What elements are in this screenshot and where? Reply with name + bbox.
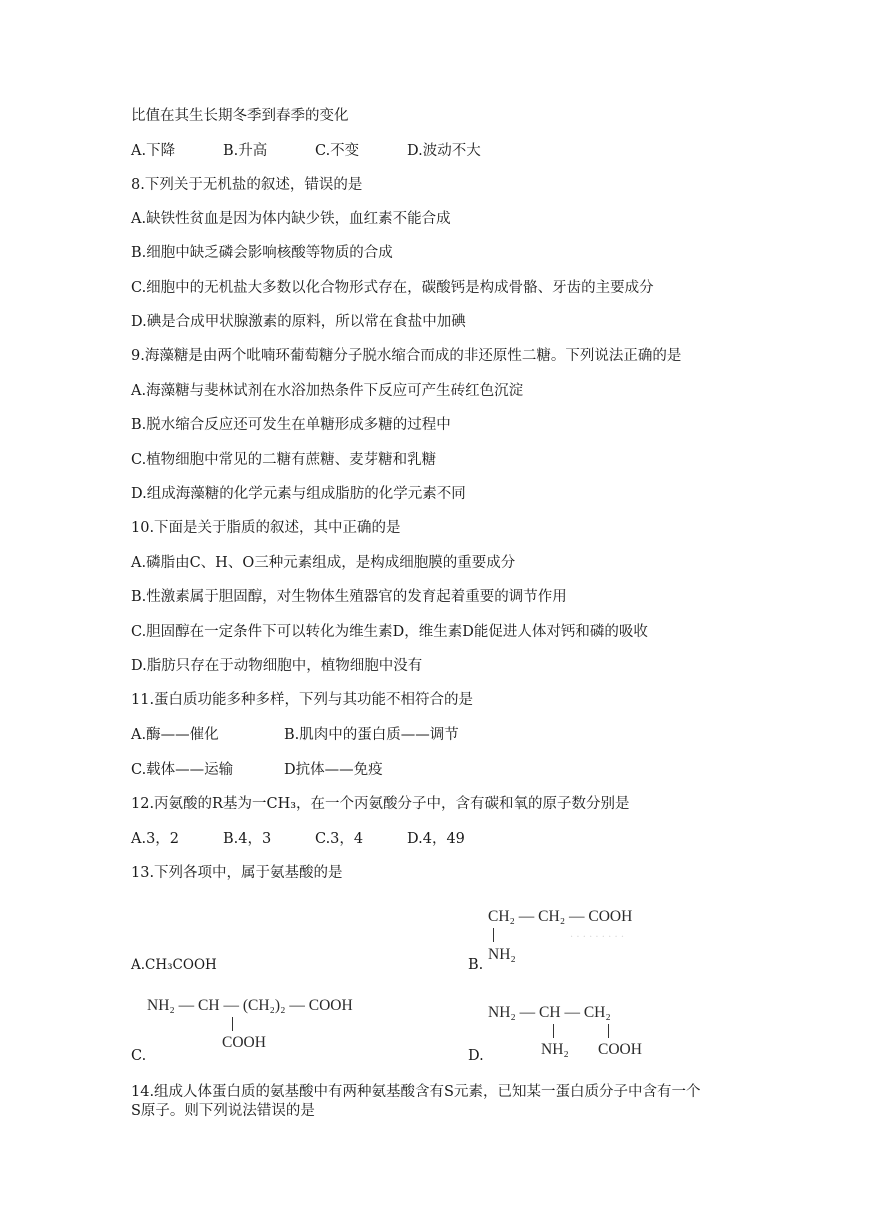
q10-option-b[interactable]: B.性激素属于胆固醇，对生物体生殖器官的发育起着重要的调节作用 (131, 589, 567, 605)
question-14-cont: S原子。则下列说法错误的是 (131, 1103, 315, 1119)
q13-b-formula-top: CH₂ — CH₂ — COOH (488, 908, 633, 925)
ghost-text: · · · · · · · · · (570, 932, 625, 943)
option-c[interactable]: C.不变 (315, 143, 360, 159)
bond-line (493, 928, 494, 942)
option-b[interactable]: B.升高 (223, 143, 268, 159)
question-14: 14.组成人体蛋白质的氨基酸中有两种氨基酸含有S元素，已知某一蛋白质分子中含有一个 (131, 1084, 701, 1100)
q13-d-formula-bottom-left: NH₂ (541, 1041, 569, 1058)
q8-option-c[interactable]: C.细胞中的无机盐大多数以化合物形式存在，碳酸钙是构成骨骼、牙齿的主要成分 (131, 280, 654, 296)
q8-option-b[interactable]: B.细胞中缺乏磷会影响核酸等物质的合成 (131, 245, 393, 261)
question-11: 11.蛋白质功能多种多样，下列与其功能不相符合的是 (131, 692, 474, 708)
q11-options-row2 (131, 761, 383, 779)
q9-option-c[interactable]: C.植物细胞中常见的二糖有蔗糖、麦芽糖和乳糖 (131, 452, 437, 468)
option-a[interactable]: A.酶——催化 (131, 727, 219, 743)
option-b[interactable]: B.4，3 (223, 831, 272, 847)
question-8: 8.下列关于无机盐的叙述，错误的是 (131, 177, 363, 193)
q8-option-a[interactable]: A.缺铁性贫血是因为体内缺少铁，血红素不能合成 (131, 211, 451, 227)
question-9: 9.海藻糖是由两个吡喃环葡萄糖分子脱水缩合而成的非还原性二糖。下列说法正确的是 (131, 348, 682, 364)
q13-option-c-label[interactable]: C. (131, 1048, 147, 1064)
q13-option-d-label[interactable]: D. (468, 1048, 484, 1064)
q10-option-a[interactable]: A.磷脂由C、H、O三种元素组成，是构成细胞膜的重要成分 (131, 555, 516, 571)
bond-line (553, 1024, 554, 1038)
q13-d-formula-bottom-right: COOH (598, 1041, 642, 1058)
q10-option-d[interactable]: D.脂肪只存在于动物细胞中，植物细胞中没有 (131, 658, 423, 674)
q10-option-c[interactable]: C.胆固醇在一定条件下可以转化为维生素D，维生素D能促进人体对钙和磷的吸收 (131, 624, 648, 640)
q9-option-a[interactable]: A.海藻糖与斐林试剂在水浴加热条件下反应可产生砖红色沉淀 (131, 383, 524, 399)
option-d[interactable]: D.波动不大 (407, 143, 481, 159)
option-a[interactable]: A.下降 (131, 143, 176, 159)
q13-c-formula-top: NH₂ — CH — (CH₂)₂ — COOH (147, 997, 353, 1014)
option-c[interactable]: C.载体——运输 (131, 762, 234, 778)
option-a[interactable]: A.3，2 (131, 831, 180, 847)
bond-line (608, 1024, 609, 1038)
q11-options-row1 (131, 726, 459, 744)
q13-option-b-label[interactable]: B. (468, 957, 484, 973)
q13-b-formula-bottom: NH₂ (488, 946, 516, 963)
bond-line (232, 1017, 233, 1031)
option-d[interactable]: D抗体——免疫 (284, 762, 383, 778)
q7-options (131, 142, 481, 160)
q9-option-b[interactable]: B.脱水缩合反应还可发生在单糖形成多糖的过程中 (131, 417, 451, 433)
question-12: 12.丙氨酸的R基为一CH₃，在一个丙氨酸分子中，含有碳和氧的原子数分别是 (131, 796, 630, 812)
q13-d-formula-top: NH₂ — CH — CH₂ (488, 1004, 611, 1021)
text-line: 比值在其生长期冬季到春季的变化 (131, 108, 349, 124)
question-10: 10.下面是关于脂质的叙述，其中正确的是 (131, 520, 401, 536)
q12-options (131, 830, 465, 848)
q13-option-a[interactable]: A.CH₃COOH (131, 957, 217, 973)
q13-c-formula-bottom: COOH (222, 1034, 266, 1051)
q9-option-d[interactable]: D.组成海藻糖的化学元素与组成脂肪的化学元素不同 (131, 486, 466, 502)
q8-option-d[interactable]: D.碘是合成甲状腺激素的原料，所以常在食盐中加碘 (131, 314, 466, 330)
option-c[interactable]: C.3，4 (315, 831, 364, 847)
option-b[interactable]: B.肌肉中的蛋白质——调节 (284, 727, 459, 743)
question-13: 13.下列各项中，属于氨基酸的是 (131, 865, 343, 881)
option-d[interactable]: D.4，49 (407, 831, 465, 847)
